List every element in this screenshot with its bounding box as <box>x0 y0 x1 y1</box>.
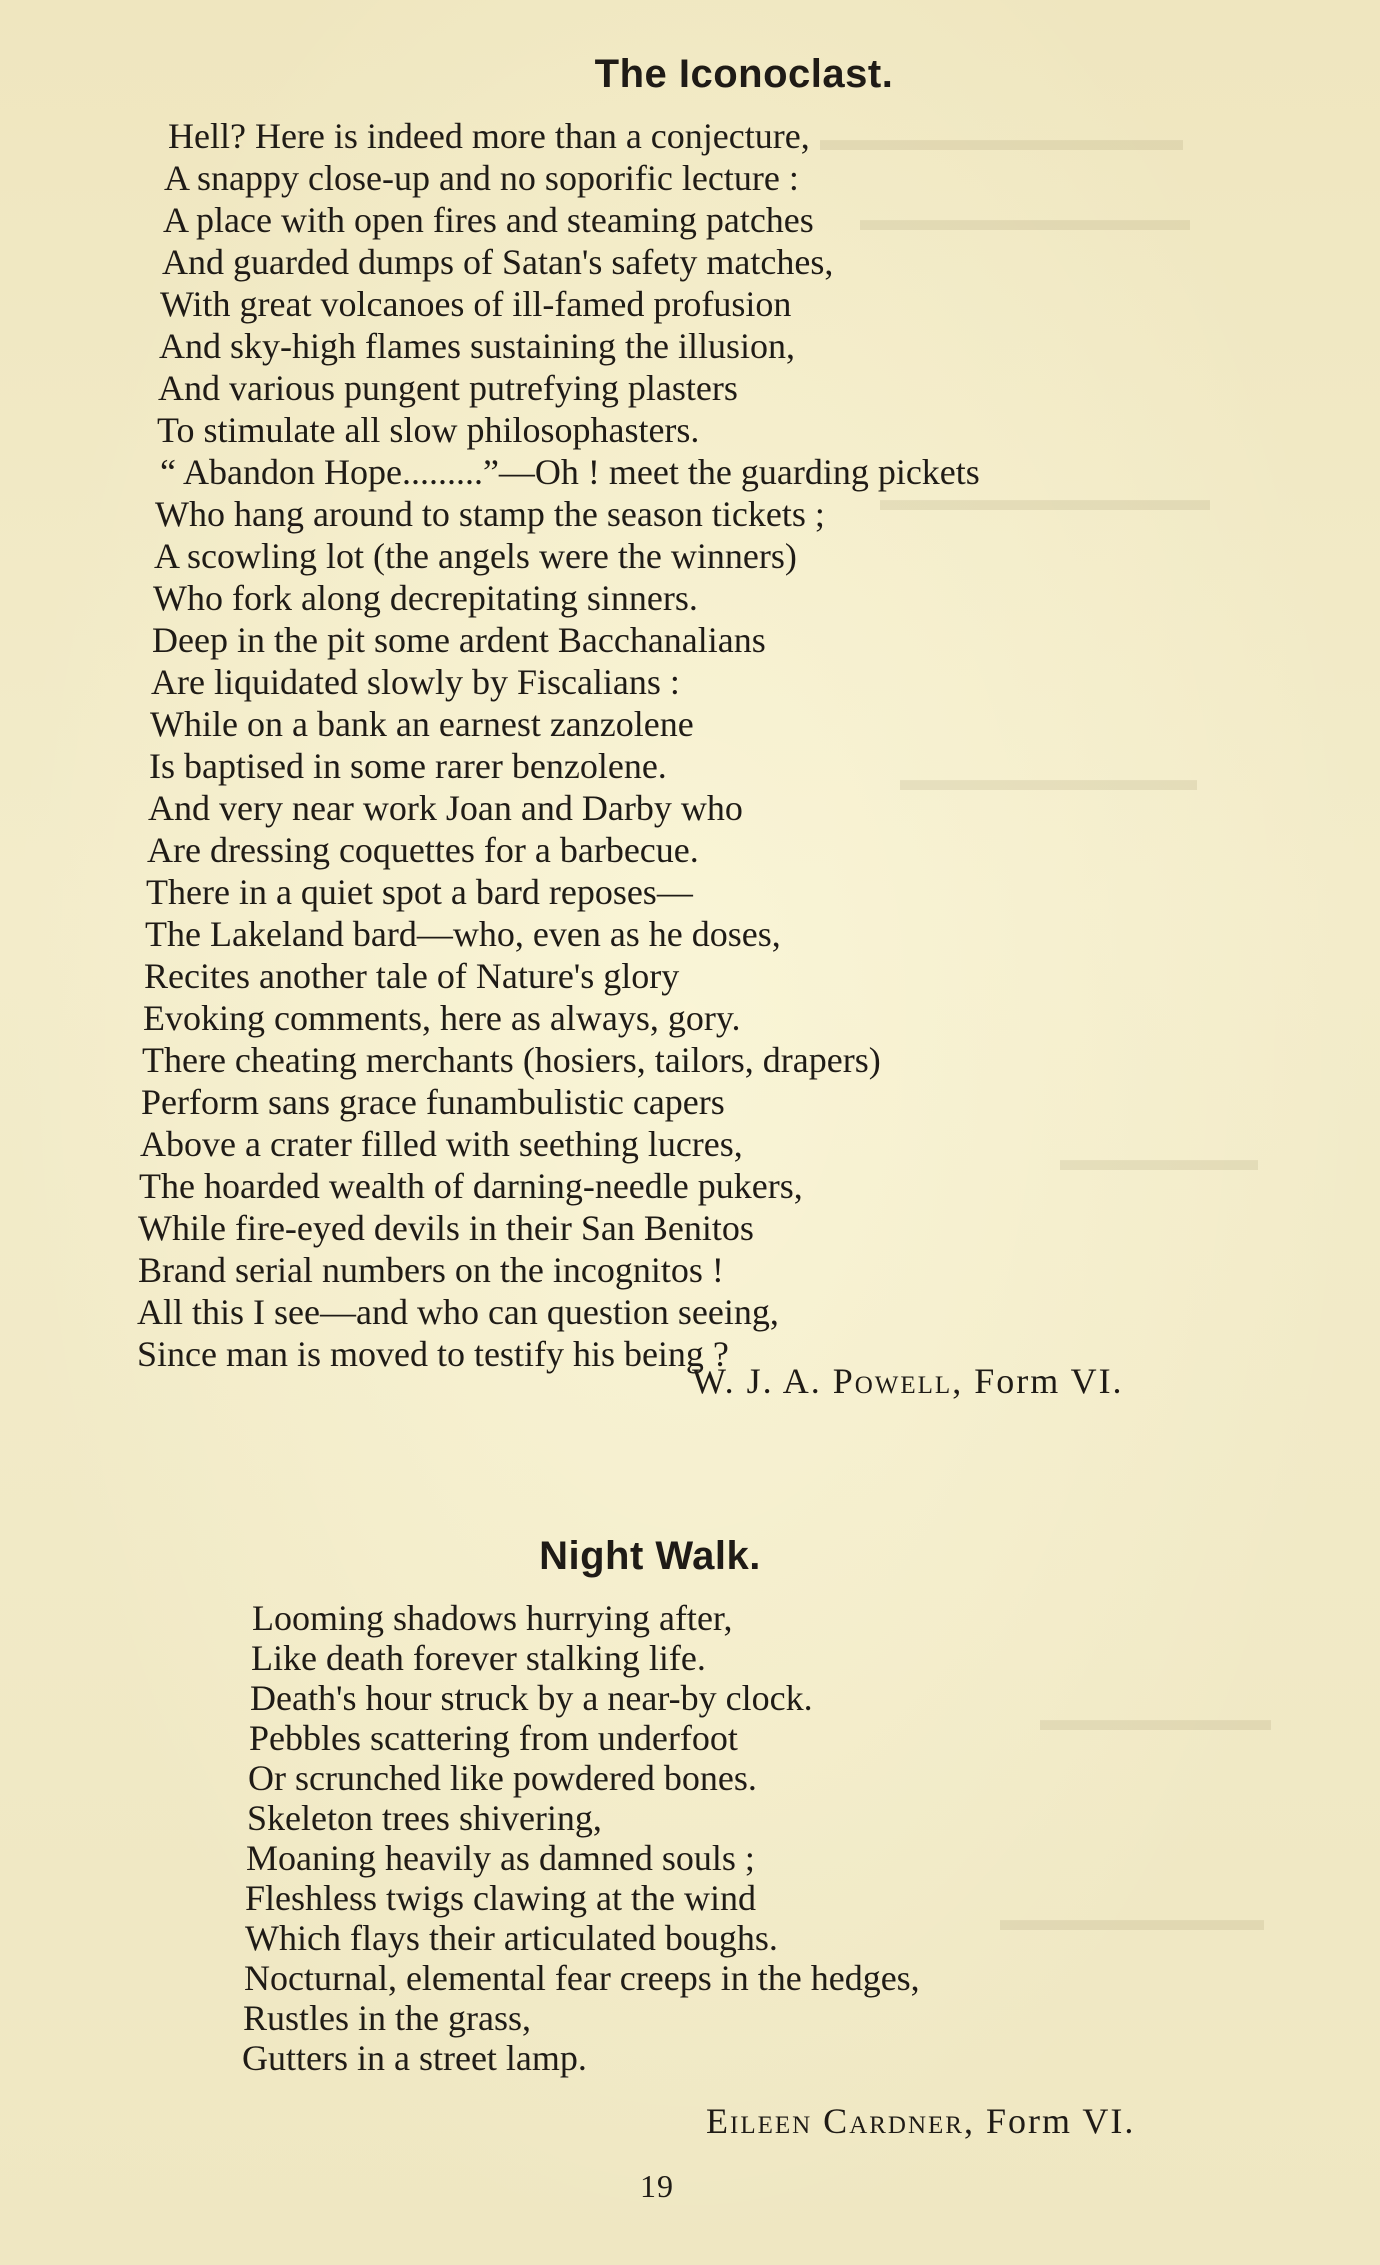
poem-line: A snappy close-up and no soporific lecture : <box>164 158 799 198</box>
author-form: , Form VI. <box>963 2101 1136 2141</box>
bleed-through-texture: ▬▬▬▬▬▬▬▬▬▬▬ <box>820 122 1183 158</box>
poem-line: There in a quiet spot a bard reposes— <box>146 872 693 912</box>
bleed-through-texture: ▬▬▬▬▬▬▬▬▬▬ <box>880 482 1210 518</box>
poem-line: With great volcanoes of ill-famed profusion <box>160 284 792 324</box>
author-surname: Eileen Cardner <box>706 2101 964 2141</box>
poem-line: A place with open fires and steaming patches <box>163 200 814 240</box>
poem-line: Is baptised in some rarer benzolene. <box>149 746 667 786</box>
poem-line: Or scrunched like powdered bones. <box>248 1758 757 1798</box>
poem-line: All this I see—and who can question seeing, <box>137 1292 779 1332</box>
poem-line: Skeleton trees shivering, <box>247 1798 602 1838</box>
bleed-through-texture: ▬▬▬▬▬▬▬▬ <box>1000 1902 1264 1938</box>
poem-line: Gutters in a street lamp. <box>242 2038 587 2078</box>
bleed-through-texture: ▬▬▬▬▬▬▬ <box>1040 1702 1271 1738</box>
poem-line: Evoking comments, here as always, gory. <box>143 998 741 1038</box>
poem-line: Fleshless twigs clawing at the wind <box>245 1878 756 1918</box>
bleed-through-texture: ▬▬▬▬▬▬ <box>1060 1142 1258 1178</box>
poem-line: Who hang around to stamp the season tickets ; <box>155 494 825 534</box>
poem-line: Deep in the pit some ardent Bacchanalians <box>152 620 766 660</box>
page-number: 19 <box>640 2168 674 2204</box>
poem-line: Since man is moved to testify his being ? <box>137 1334 729 1374</box>
poem-line: Pebbles scattering from underfoot <box>249 1718 738 1758</box>
poem-title: The Iconoclast. <box>594 52 894 96</box>
poem-author <box>692 1360 1124 1402</box>
poem-line: Looming shadows hurrying after, <box>252 1598 733 1638</box>
poem-line: The hoarded wealth of darning-needle pukers, <box>139 1166 803 1206</box>
poem-line: Perform sans grace funambulistic capers <box>141 1082 725 1122</box>
poem-line: Recites another tale of Nature's glory <box>144 956 680 996</box>
poem-line: Are dressing coquettes for a barbecue. <box>147 830 699 870</box>
poem-line: Rustles in the grass, <box>243 1998 531 2038</box>
poem-line: And various pungent putrefying plasters <box>158 368 738 408</box>
poem-line: While on a bank an earnest zanzolene <box>150 704 694 744</box>
poem-line: Hell? Here is indeed more than a conjecture, <box>168 116 810 156</box>
bleed-through-texture: ▬▬▬▬▬▬▬▬▬ <box>900 762 1197 798</box>
poem-line: Which flays their articulated boughs. <box>245 1918 778 1958</box>
poem-line: To stimulate all slow philosophasters. <box>157 410 700 450</box>
poem-author <box>706 2100 1135 2142</box>
poem-line: Nocturnal, elemental fear creeps in the hedges, <box>244 1958 920 1998</box>
bleed-through-texture: ▬▬▬▬▬▬▬▬▬▬ <box>860 202 1190 238</box>
poem-line: And sky-high flames sustaining the illusion, <box>159 326 795 366</box>
poem-line: Who fork along decrepitating sinners. <box>153 578 698 618</box>
poem-line: A scowling lot (the angels were the winners) <box>154 536 797 576</box>
author-initials: W. J. A. <box>692 1361 822 1401</box>
author-surname: Powell <box>832 1361 953 1401</box>
poem-line: And very near work Joan and Darby who <box>148 788 743 828</box>
poem-line: The Lakeland bard—who, even as he doses, <box>145 914 781 954</box>
poem-title: Night Walk. <box>539 1534 761 1578</box>
poem-line: And guarded dumps of Satan's safety matches, <box>162 242 834 282</box>
author-form: , Form VI. <box>952 1361 1124 1401</box>
poem-line: Death's hour struck by a near-by clock. <box>250 1678 813 1718</box>
poem-line: Are liquidated slowly by Fiscalians : <box>151 662 680 702</box>
poem-line: Brand serial numbers on the incognitos ! <box>138 1250 724 1290</box>
poem-line: “ Abandon Hope.........”—Oh ! meet the guarding pickets <box>160 452 980 492</box>
poem-line: There cheating merchants (hosiers, tailors, drapers) <box>142 1040 881 1080</box>
poem-line: Like death forever stalking life. <box>251 1638 706 1678</box>
poem-line: Above a crater filled with seething lucres, <box>140 1124 743 1164</box>
poem-line: While fire-eyed devils in their San Benitos <box>138 1208 754 1248</box>
poem-line: Moaning heavily as damned souls ; <box>246 1838 755 1878</box>
